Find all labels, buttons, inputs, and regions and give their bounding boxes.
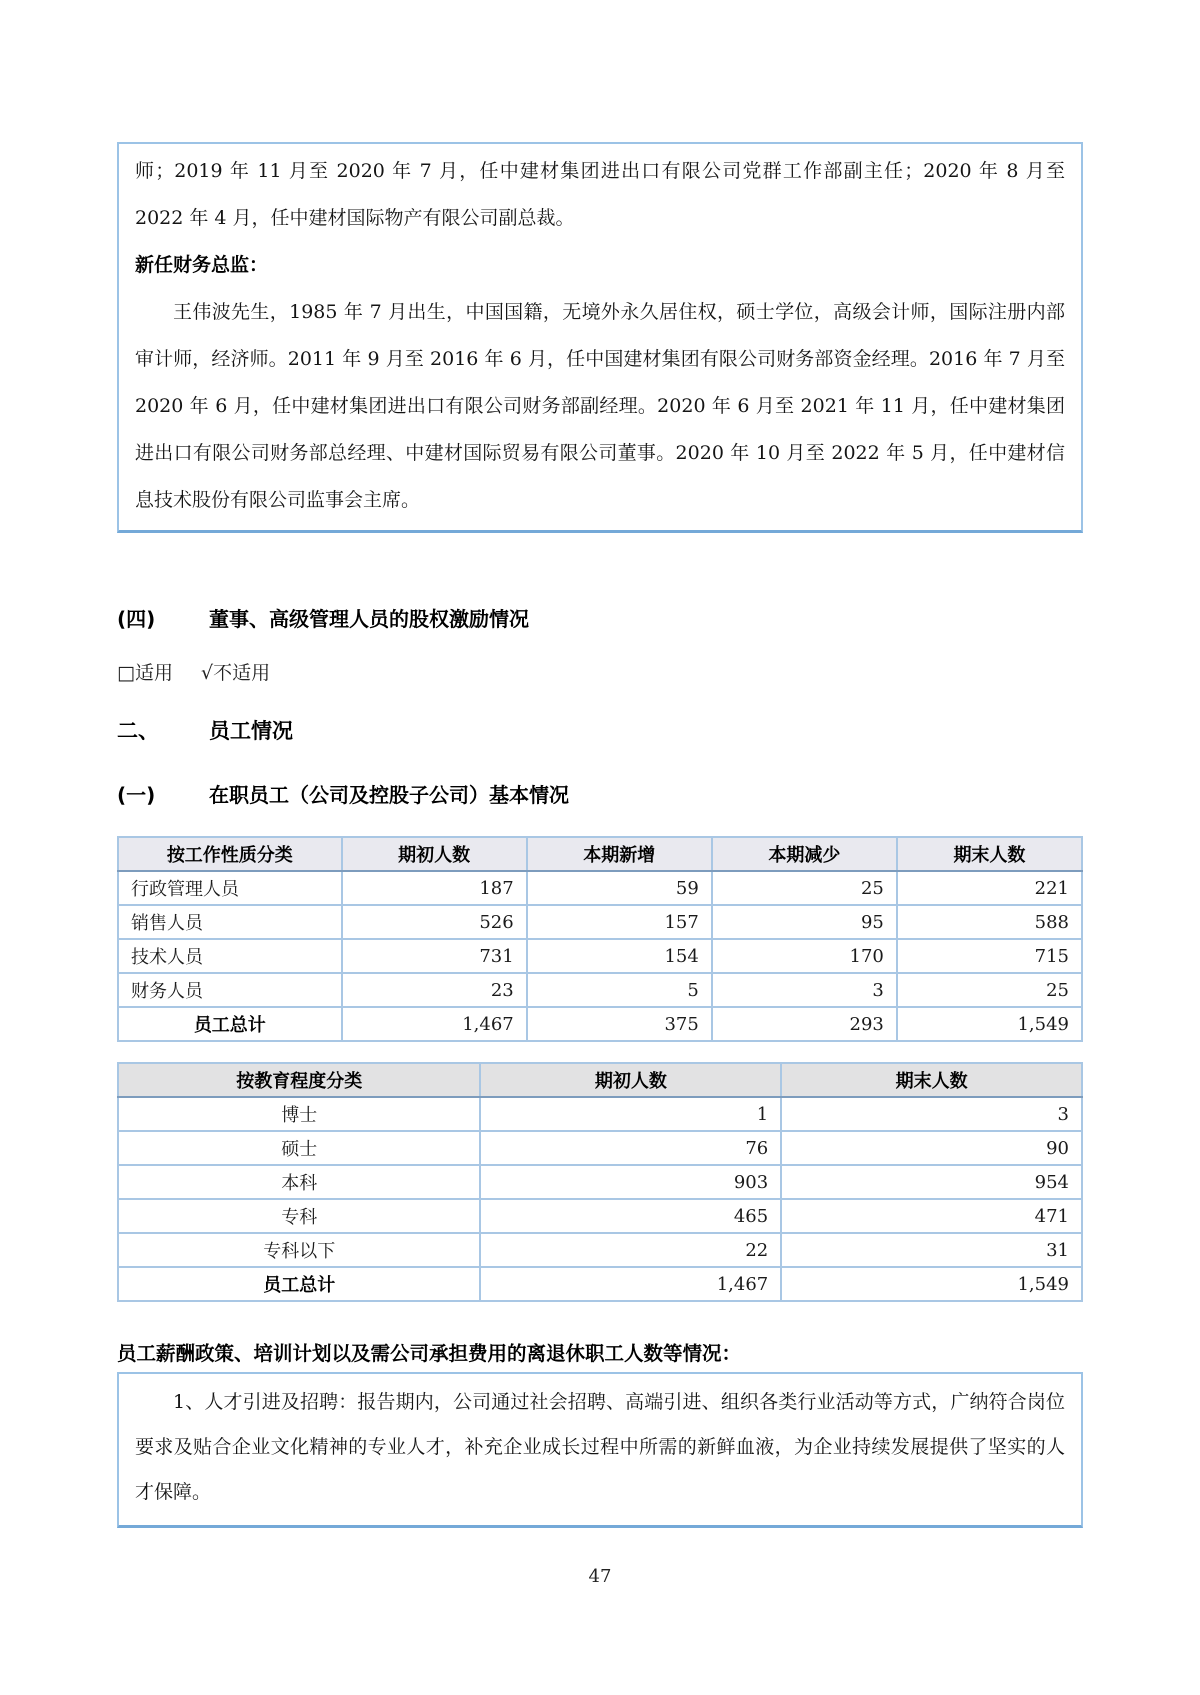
total-value-cell: 1,549 [897,1007,1082,1041]
table-row [118,1097,1082,1131]
table-row [118,1165,1082,1199]
category-cell: 专科 [118,1199,480,1233]
total-value-cell: 375 [527,1007,712,1041]
category-cell: 博士 [118,1097,480,1131]
table-row [118,939,1082,973]
total-label-cell: 员工总计 [118,1007,342,1041]
value-cell: 25 [897,973,1082,1007]
value-cell: 588 [897,905,1082,939]
applicability-line [117,658,1083,685]
new-cfo-heading: 新任财务总监： [135,254,269,276]
bio-paragraph-continued: 师；2019 年 11 月至 2020 年 7 月，任中建材集团进出口有限公司党群工作部副主任；2020 年 8 月至 2022 年 4 月，任中建材国际物产有限公司副总裁。 [135,160,1065,229]
employees-by-education-table [117,1062,1083,1302]
column-header: 期初人数 [480,1063,781,1097]
value-cell: 187 [342,871,527,905]
section-2-title: 员工情况 [209,719,293,743]
value-cell: 471 [781,1199,1082,1233]
column-header: 期初人数 [342,837,527,871]
category-cell: 技术人员 [118,939,342,973]
subsection-1-heading [117,779,1083,808]
category-cell: 硕士 [118,1131,480,1165]
table-header-row [118,1063,1082,1097]
value-cell: 954 [781,1165,1082,1199]
page-number: 47 [588,1566,612,1587]
column-header: 本期减少 [712,837,897,871]
column-header: 本期新增 [527,837,712,871]
table-row [118,871,1082,905]
table-header-row [118,837,1082,871]
document-page [117,0,1083,1528]
column-header: 按工作性质分类 [118,837,342,871]
value-cell: 157 [527,905,712,939]
table-row [118,973,1082,1007]
value-cell: 154 [527,939,712,973]
category-cell: 行政管理人员 [118,871,342,905]
subsection-1-title: 在职员工（公司及控股子公司）基本情况 [209,783,569,807]
category-cell: 销售人员 [118,905,342,939]
table-body [118,871,1082,1041]
value-cell: 170 [712,939,897,973]
section-4-heading [117,603,1083,632]
cfo-bio-paragraph: 王伟波先生，1985 年 7 月出生，中国国籍，无境外永久居住权，硕士学位，高级会计师，国际注册内部审计师，经济师。2011 年 9 月至 2016 年 6 月，任中国建材集团有限公司财务部资金经理。2016 年 7 月至 2020 年 6 月，任中建材集团进出口有限公司财务部副经理。2020 年 6 月至 2021 年 11 月，任中建材集团进出口有限公司财务部总经理、中建材国际贸易有限公司董事。2020 年 10 月至 2022 年 5 月，任中建材信息技术股份有限公司监事会主席。 [135,301,1065,511]
table-total-row [118,1267,1082,1301]
value-cell: 221 [897,871,1082,905]
value-cell: 90 [781,1131,1082,1165]
talent-recruitment-text-box [117,1372,1083,1528]
value-cell: 22 [480,1233,781,1267]
checkmark-not-applicable: √不适用 [201,662,271,684]
column-header: 按教育程度分类 [118,1063,480,1097]
column-header: 期末人数 [781,1063,1082,1097]
value-cell: 526 [342,905,527,939]
value-cell: 465 [480,1199,781,1233]
column-header: 期末人数 [897,837,1082,871]
section-2-number: 二、 [117,719,159,743]
category-cell: 专科以下 [118,1233,480,1267]
value-cell: 903 [480,1165,781,1199]
bio-text-box [117,142,1083,533]
employees-by-job-table [117,836,1083,1042]
total-value-cell: 1,549 [781,1267,1082,1301]
table-row [118,1131,1082,1165]
table-header [118,837,1082,871]
table-row [118,905,1082,939]
value-cell: 76 [480,1131,781,1165]
value-cell: 95 [712,905,897,939]
subsection-1-number: (一) [117,783,156,807]
total-value-cell: 1,467 [342,1007,527,1041]
value-cell: 715 [897,939,1082,973]
value-cell: 1 [480,1097,781,1131]
table-body [118,1097,1082,1301]
checkbox-applicable: □适用 [117,662,173,684]
executive-bio-section [117,142,1083,533]
value-cell: 59 [527,871,712,905]
section-2-heading [117,715,1083,745]
table-row [118,1233,1082,1267]
category-cell: 本科 [118,1165,480,1199]
total-value-cell: 293 [712,1007,897,1041]
employees-by-education-table-wrap [117,1062,1083,1302]
table-header [118,1063,1082,1097]
employees-by-job-table-wrap [117,836,1083,1042]
value-cell: 25 [712,871,897,905]
value-cell: 23 [342,973,527,1007]
table-row [118,1199,1082,1233]
salary-policy-heading: 员工薪酬政策、培训计划以及需公司承担费用的离退休职工人数等情况： [117,1342,742,1365]
value-cell: 31 [781,1233,1082,1267]
value-cell: 5 [527,973,712,1007]
total-value-cell: 1,467 [480,1267,781,1301]
total-label-cell: 员工总计 [118,1267,480,1301]
category-cell: 财务人员 [118,973,342,1007]
table-total-row [118,1007,1082,1041]
talent-recruitment-paragraph: 1、人才引进及招聘：报告期内，公司通过社会招聘、高端引进、组织各类行业活动等方式，广纳符合岗位要求及贴合企业文化精神的专业人才，补充企业成长过程中所需的新鲜血液，为企业持续发展提供了坚实的人才保障。 [135,1391,1065,1503]
value-cell: 3 [781,1097,1082,1131]
value-cell: 731 [342,939,527,973]
section-4-number: (四) [117,607,156,631]
section-4-title: 董事、高级管理人员的股权激励情况 [209,607,529,631]
value-cell: 3 [712,973,897,1007]
